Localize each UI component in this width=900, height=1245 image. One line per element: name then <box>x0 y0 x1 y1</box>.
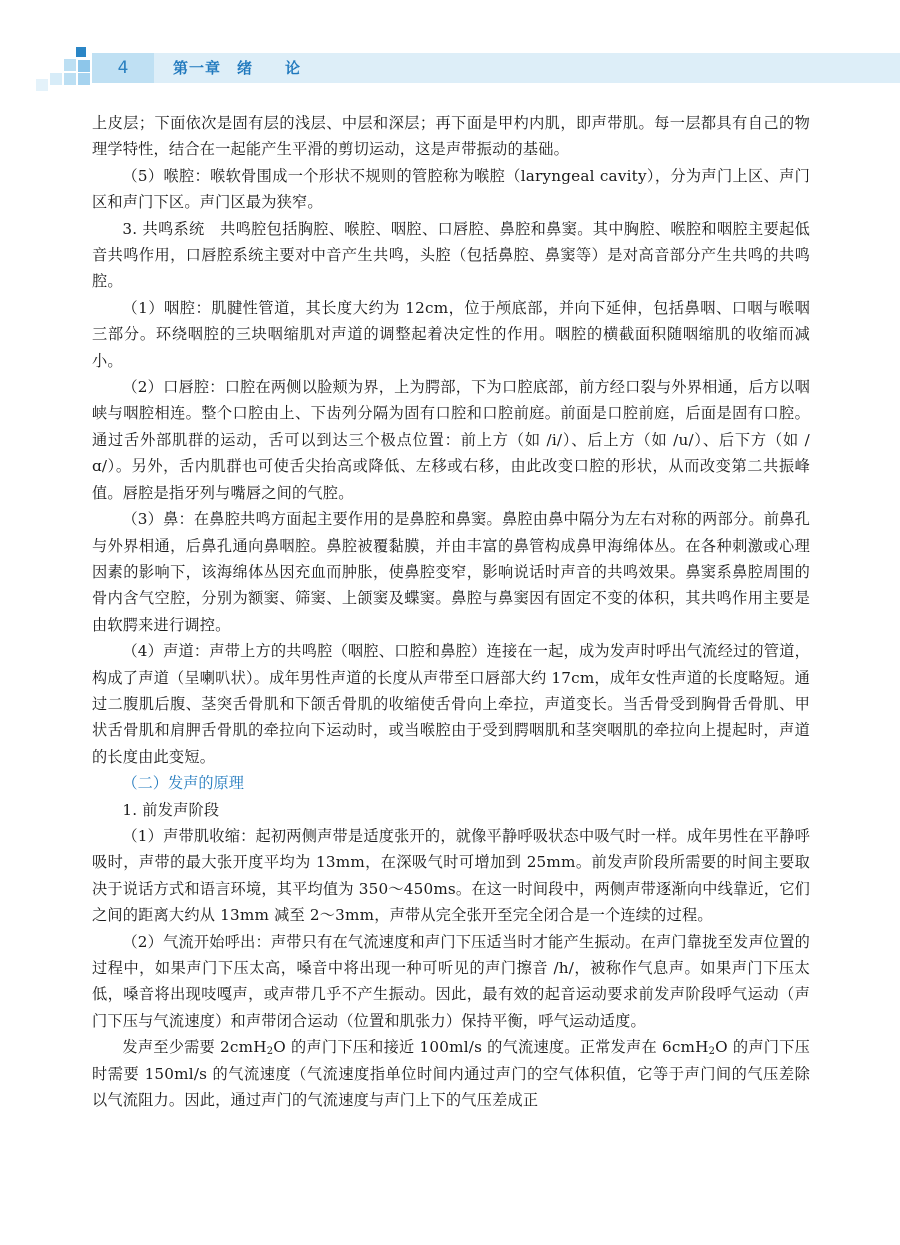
paragraph: 上皮层；下面依次是固有层的浅层、中层和深层；再下面是甲杓内肌，即声带肌。每一层都具有自己的物理学特性，结合在一起能产生平滑的剪切运动，这是声带振动的基础。 <box>92 114 810 159</box>
decor-square <box>50 73 62 85</box>
paragraph: （5）喉腔：喉软骨围成一个形状不规则的管腔称为喉腔（laryngeal cavity），分为声门上区、声门区和声门下区。声门区最为狭窄。 <box>92 166 810 212</box>
paragraph: （2）气流开始呼出：声带只有在气流速度和声门下压适当时才能产生振动。在声门靠拢至发声位置的过程中，如果声门下压太高，嗓音中将出现一种可听见的声门擦音 /h/，被称作气息声。如果声门下压太低，嗓音将出现吱嘎声，或声带几乎不产生振动。因此，最有效的起音运动要求前发声阶段呼气运动（声门下压与气流速度）和声带闭合运动（位置和肌张力）保持平衡，呼气运动适度。 <box>92 932 810 1030</box>
section-paragraph: 3. 共鸣系统 共鸣腔包括胸腔、喉腔、咽腔、口唇腔、鼻腔和鼻窦。其中胸腔、喉腔和咽腔主要起低音共鸣作用，口唇腔系统主要对中音产生共鸣，头腔（包括鼻腔、鼻窦等）是对高音部分产生共鸣的共鸣腔。 <box>92 219 810 291</box>
decor-square <box>78 60 90 72</box>
subscript: 2 <box>266 1046 274 1058</box>
text-run: O 的声门下压和接近 100ml/s 的气流速度。正常发声在 6cmH <box>273 1038 709 1057</box>
decor-square <box>36 79 48 91</box>
page-number: 4 <box>92 53 154 83</box>
subsection-heading: 1. 前发声阶段 <box>122 800 220 819</box>
decor-square <box>76 47 86 57</box>
decor-square <box>64 73 76 85</box>
paragraph: （3）鼻：在鼻腔共鸣方面起主要作用的是鼻腔和鼻窦。鼻腔由鼻中隔分为左右对称的两部分。前鼻孔与外界相通，后鼻孔通向鼻咽腔。鼻腔被覆黏膜，并由丰富的鼻管构成鼻甲海绵体丛。在各种刺激或心理因素的影响下，该海绵体丛因充血而肿胀，使鼻腔变窄，影响说话时声音的共鸣效果。鼻窦系鼻腔周围的骨内含气空腔，分别为额窦、筛窦、上颌窦及蝶窦。鼻腔与鼻窦因有固定不变的体积，其共鸣作用主要是由软腭来进行调控。 <box>92 510 810 634</box>
section-heading: （二）发声的原理 <box>122 774 244 793</box>
paragraph: （4）声道：声带上方的共鸣腔（咽腔、口腔和鼻腔）连接在一起，成为发声时呼出气流经过的管道，构成了声道（呈喇叭状）。成年男性声道的长度从声带至口唇部大约 17cm，成年女性声道的长度略短。通过二腹肌后腹、茎突舌骨肌和下颌舌骨肌的收缩使舌骨向上牵拉，声道变长。当舌骨受到胸骨舌骨肌、甲状舌骨肌和肩胛舌骨肌的牵拉向下运动时，或当喉腔由于受到腭咽肌和茎突咽肌的牵拉向上提起时，声道的长度由此变短。 <box>92 642 810 766</box>
decor-square <box>78 73 90 85</box>
text-run: 发声至少需要 2cmH <box>122 1038 267 1057</box>
paragraph: （1）咽腔：肌腱性管道，其长度大约为 12cm，位于颅底部，并向下延伸，包括鼻咽、口咽与喉咽三部分。环绕咽腔的三块咽缩肌对声道的调整起着决定性的作用。咽腔的横截面积随咽缩肌的收缩而减小。 <box>92 298 810 370</box>
body-text <box>92 110 810 1113</box>
paragraph: （2）口唇腔：口腔在两侧以脸颊为界，上为腭部，下为口腔底部，前方经口裂与外界相通，后方以咽峡与咽腔相连。整个口腔由上、下齿列分隔为固有口腔和口腔前庭。前面是口腔前庭，后面是固有口腔。通过舌外部肌群的运动，舌可以到达三个极点位置：前上方（如 /i/）、后上方（如 /u/）、后下方（如 /ɑ/）。另外，舌内肌群也可使舌尖抬高或降低、左移或右移，由此改变口腔的形状，从而改变第二共振峰值。唇腔是指牙列与嘴唇之间的气腔。 <box>92 378 810 502</box>
text-run: O 的声门下压时需要 150ml/s 的气流速度（气流速度指单位时间内通过声门的空气体积值，它等于声门间的气压差除以气流阻力。因此，通过声门的气流速度与声门上下的气压差成正 <box>92 1038 811 1110</box>
paragraph: （1）声带肌收缩：起初两侧声带是适度张开的，就像平静呼吸状态中吸气时一样。成年男性在平静呼吸时，声带的最大张开度平均为 13mm，在深吸气时可增加到 25mm。前发声阶段所需要的时间主要取决于说话方式和语言环境，其平均值为 350～450ms。在这一时间段中，两侧声带逐渐向中线靠近，它们之间的距离大约从 13mm 减至 2～3mm，声带从完全张开至完全闭合是一个连续的过程。 <box>92 826 810 925</box>
chapter-title: 第一章 绪 论 <box>173 59 302 77</box>
decor-square <box>64 59 76 71</box>
subscript: 2 <box>708 1046 716 1058</box>
paragraph <box>92 1034 810 1113</box>
